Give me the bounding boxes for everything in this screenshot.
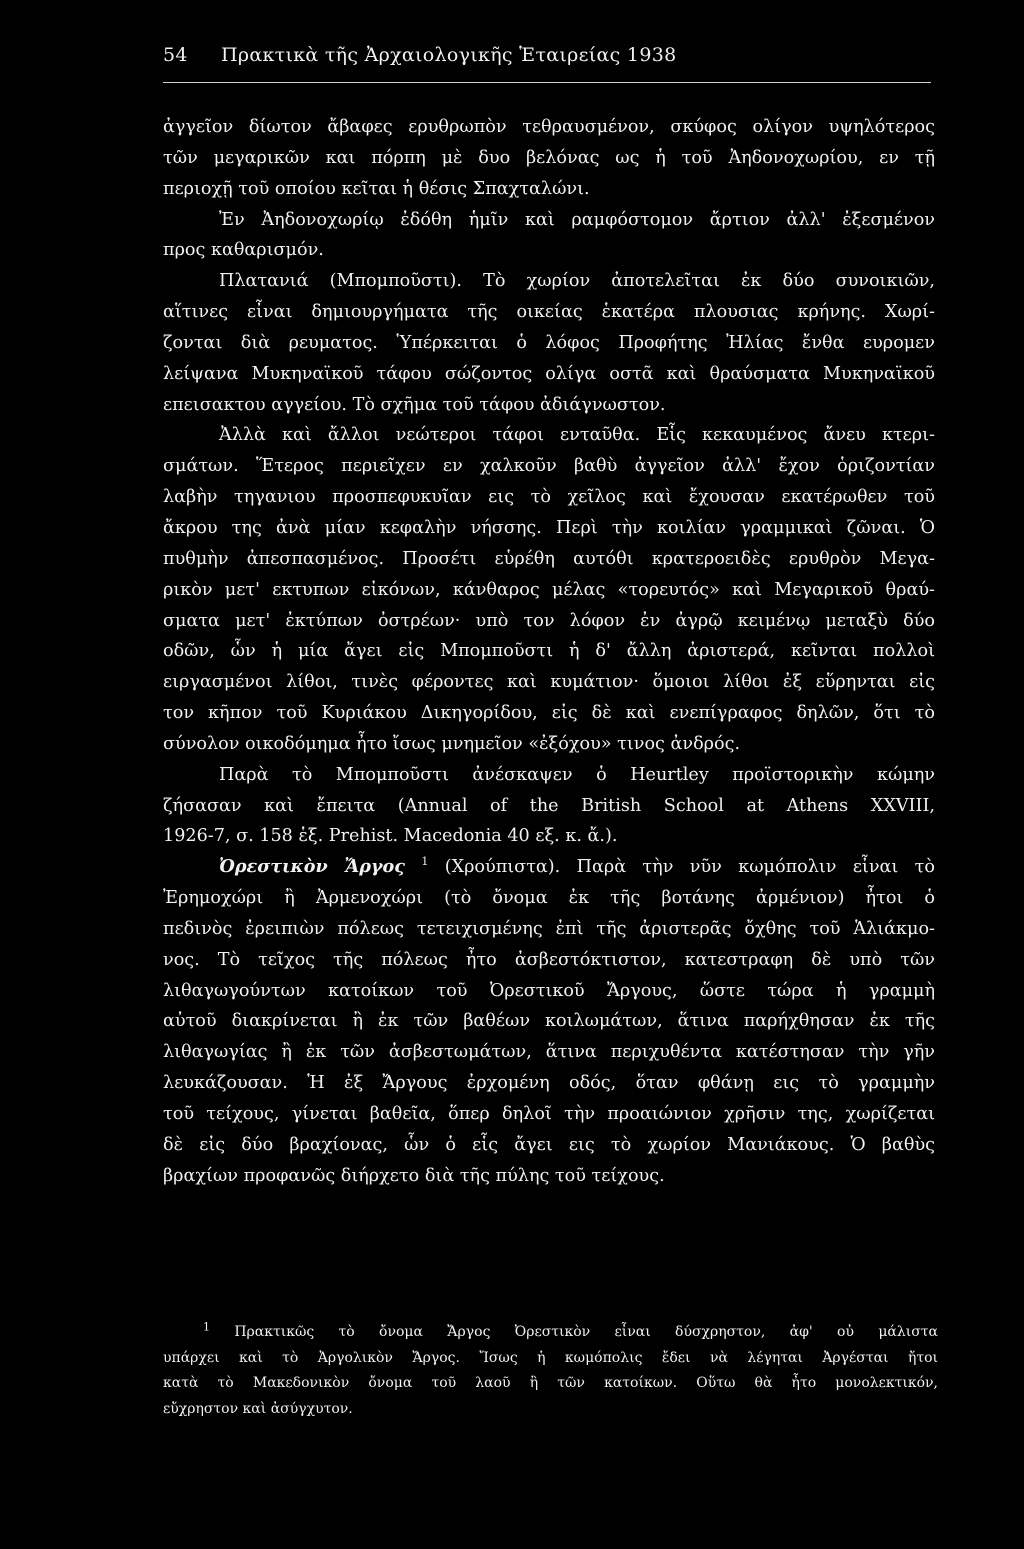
text-line: ἀγγεῖον δίωτον ἄβαφες ερυθρωπὸν τεθραυσμένον, σκύφος ολίγον υψηλότερος: [163, 117, 935, 137]
text-line: τοῦ τείχους, γίνεται βαθεῖα, ὅπερ δηλοῖ τὴν προαιώνιον χρῆσιν της, χωρίζεται: [163, 1104, 935, 1124]
text-line: ειργασμένοι λίθοι, τινὲς φέροντες καὶ κυμάτιον· ὅμοιοι λίθοι ἐξ εὕρηνται εἰς: [163, 672, 935, 693]
text-line: οδῶν, ὧν ἡ μία ἄγει εἰς Μπομποῦστι ἡ δ' ἄλλη ἀριστερά, κεῖνται πολλοὶ: [163, 641, 935, 662]
text-line: λαβὴν τηγανιου προσπεφυκυῖαν εις τὸ χεῖλος καὶ ἔχουσαν εκατέρωθεν τοῦ: [163, 487, 935, 508]
text-line: δὲ εἰς δύο βραχίονας, ὧν ὁ εἷς ἄγει εις τὸ χωρίον Μανιάκους. Ὁ βαθὺς: [163, 1134, 935, 1155]
text-line: πυθμὴν ἀπεσπασμένος. Προσέτι εὑρέθη αυτόθι κρατεροειδὲς ερυθρὸν Μεγα-: [163, 548, 935, 569]
footnotes: [163, 1320, 938, 1422]
text-line: σματα μετ' ἐκτύπων ὀστρέων· υπὸ τον λόφον ἐν ἀγρῷ κειμένῳ μεταξὺ δύο: [163, 610, 935, 631]
text-line: σμάτων. Ἕτερος περιεῖχεν εν χαλκοῦν βαθὺ ἀγγεῖον ἀλλ' ἔχον ὁριζοντίαν: [163, 456, 935, 477]
text-line: αἵτινες εἶναι δημιουργήματα τῆς οικείας ἑκατέρα πλουσιας κρήνης. Χωρί-: [163, 302, 935, 323]
footnote-line: υπάρχει καὶ τὸ Ἀργολικὸν Ἄργος. Ἴσως ἡ κωμόπολις ἔδει νὰ λέγηται Ἀργέσται ἤτοι: [163, 1349, 938, 1366]
section-heading: Ὀρεστικὸν Ἄργος: [219, 856, 405, 878]
text-line: λιθαγωγούντων κατοίκων τοῦ Ὀρεστικοῦ Ἄργους, ὥστε τώρα ἡ γραμμὴ: [163, 980, 935, 1001]
footnote-line: κατὰ τὸ Μακεδονικὸν ὄνομα τοῦ λαοῦ ἢ τῶν κατοίκων. Οὕτω θὰ ἦτο μονολεκτικόν,: [163, 1375, 938, 1391]
footnote-line: [163, 1320, 938, 1346]
body-text: [163, 112, 935, 1192]
text-line: Ἐρημοχώρι ἢ Ἀρμενοχώρι (τὸ ὄνομα ἐκ τῆς βοτάνης ἀρμένιον) ἦτοι ὁ: [163, 888, 935, 909]
footnote-text: Πρακτικῶς τὸ ὄνομα Ἄργος Ὀρεστικὸν εἶναι δύσχρηστον, ἀφ' οὐ μάλιστα: [234, 1324, 938, 1340]
page-number: 54: [163, 44, 188, 66]
text-line: Πλατανιά (Μπομποῦστι). Τὸ χωρίον ἀποτελεῖται ἐκ δύο συνοικιῶν,: [219, 271, 935, 292]
text-line: ζονται διὰ ρευματος. Ὑπέρκειται ὁ λόφος Προφήτης Ἠλίας ἔνθα ευρομεν: [163, 332, 935, 353]
text-line: Ἐν Ἀηδονοχωρίῳ ἐδόθη ἡμῖν καὶ ραμφόστομον ἄρτιον ἀλλ' ἐξεσμένον: [219, 209, 935, 230]
text-line: βραχίων προφανῶς διήρχετο διὰ τῆς πύλης τοῦ τείχους.: [163, 1165, 665, 1186]
text-line: ρικὸν μετ' εκτυπων εἰκόνων, κάνθαρος μέλας «τορευτός» καὶ Μεγαρικοῦ θραύ-: [163, 579, 935, 600]
text-line: νος. Τὸ τεῖχος τῆς πόλεως ἦτο ἀσβεστόκτιστον, κατεστραφη δὲ υπὸ τῶν: [163, 949, 935, 970]
text-line: Παρὰ τὸ Μπομποῦστι ἀνέσκαψεν ὁ Heurtley προϊστορικὴν κώμην: [219, 764, 935, 785]
text-line: σύνολον οικοδόμημα ἦτο ἴσως μνημεῖον «ἐξόχου» τινος ἀνδρός.: [163, 733, 741, 754]
text-line: λείψανα Μυκηναϊκοῦ τάφου σώζοντος ολίγα οστᾶ καὶ θραύσματα Μυκηναϊκοῦ: [163, 363, 935, 384]
section-text: (Χρούπιστα). Παρὰ τὴν νῦν κωμόπολιν εἶναι τὸ: [444, 857, 935, 878]
text-line: λευκάζουσαν. Ἡ ἐξ Ἄργους ἐρχομένη οδός, ὅταν φθάνῃ εις τὸ γραμμὴν: [163, 1073, 935, 1094]
footnote-ref: 1: [421, 855, 429, 869]
header-rule: [163, 82, 931, 83]
footnote-line: εὔχρηστον καὶ ἀσύγχυτον.: [163, 1400, 353, 1417]
text-line: τῶν μεγαρικῶν και πόρπη μὲ δυο βελόνας ως ἡ τοῦ Ἀηδονοχωρίου, εν τῇ: [163, 147, 935, 168]
text-line: αὐτοῦ διακρίνεται ἢ ἐκ τῶν βαθέων κοιλωμάτων, ἅτινα παρήχθησαν ἐκ τῆς: [163, 1011, 935, 1032]
running-header: [163, 44, 939, 66]
text-line: λιθαγωγίας ἢ ἐκ τῶν ἀσβεστωμάτων, ἅτινα περιχυθέντα κατέστησαν τὴν γῆν: [163, 1042, 935, 1063]
text-line: πεδινὸς ἐρειπιὼν πόλεως τετειχισμένης ἐπὶ τῆς ἀριστερᾶς ὄχθης τοῦ Ἁλιάκμο-: [163, 918, 935, 939]
footnote-marker: 1: [203, 1320, 210, 1334]
text-line: τον κῆπον τοῦ Κυριάκου Δικηγορίδου, εἰς δὲ καὶ ενεπίγραφος δηλῶν, ὅτι τὸ: [163, 703, 935, 724]
running-title: Πρακτικὰ τῆς Ἀρχαιολογικῆς Ἑταιρείας 1938: [221, 44, 677, 66]
text-line: επεισακτου αγγείου. Τὸ σχῆμα τοῦ τάφου ἀδιάγνωστον.: [163, 394, 666, 415]
text-line: ἄκρου της ἀνὰ μίαν κεφαλὴν νήσσης. Περὶ τὴν κοιλίαν γραμμικαὶ ζῶναι. Ὁ: [163, 517, 935, 538]
text-line: ζήσασαν καὶ ἔπειτα (Annual of the British School at Athens XXVIII,: [163, 795, 935, 816]
text-line: [163, 852, 935, 883]
text-line: προς καθαρισμόν.: [163, 240, 324, 261]
text-line: περιοχῇ τοῦ οποίου κεῖται ἡ θέσις Σπαχταλώνι.: [163, 178, 590, 199]
text-line: 1926-7, σ. 158 ἑξ. Prehist. Macedonia 40 εξ. κ. ἄ.).: [163, 826, 618, 847]
text-line: Ἀλλὰ καὶ ἄλλοι νεώτεροι τάφοι ενταῦθα. Εἷς κεκαυμένος ἄνευ κτερι-: [219, 425, 935, 446]
